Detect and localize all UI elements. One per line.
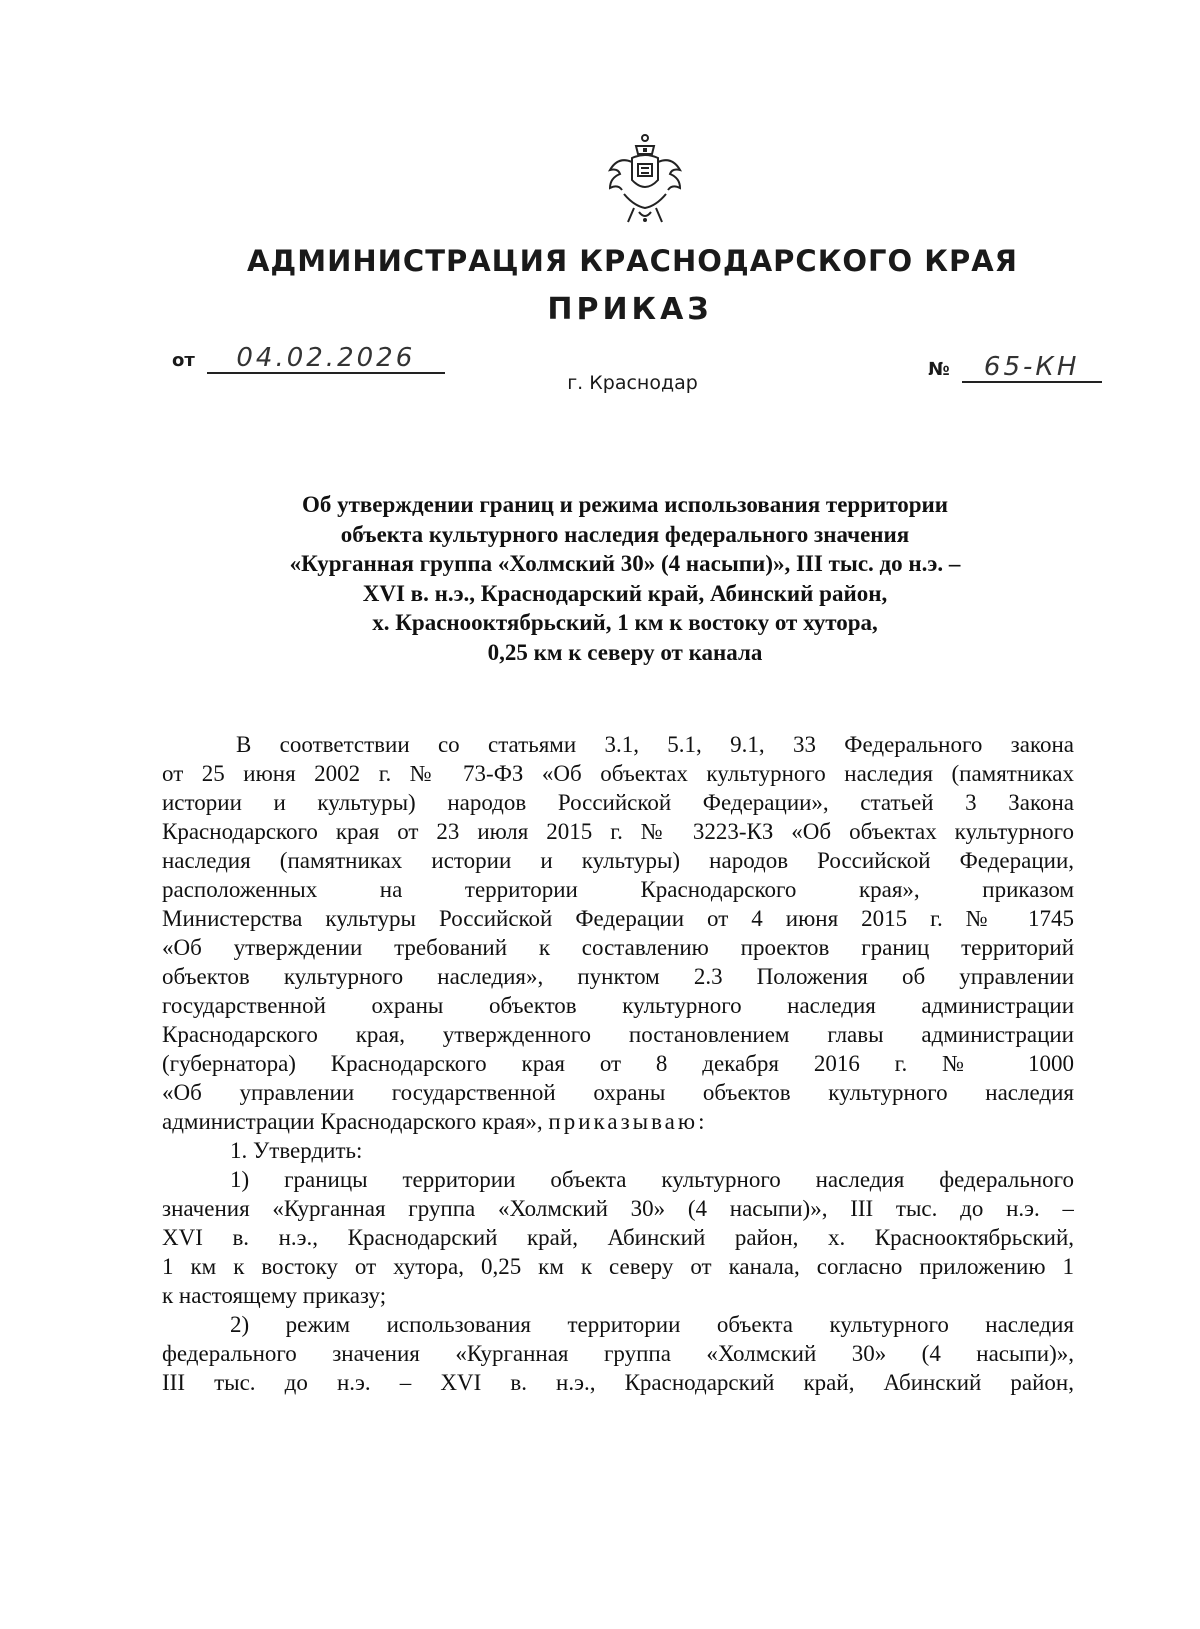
title-line: XVI в. н.э., Краснодарский край, Абинский район,	[362, 580, 888, 606]
body-line-text: администрации Краснодарского края»,	[162, 1109, 543, 1134]
body-line: к настоящему приказу;	[162, 1283, 387, 1308]
body-line: наследия (памятниках истории и культуры) народов Российской Федерации,	[162, 848, 1074, 873]
body-line: 1. Утвердить:	[230, 1138, 363, 1163]
body-line: «Об утверждении требований к составлению проектов границ территорий	[162, 935, 1074, 960]
body-line: 2) режим использования территории объекта культурного наследия	[230, 1312, 1074, 1337]
body-line: «Об управлении государственной охраны объектов культурного наследия	[162, 1080, 1074, 1105]
body-line: администрации Краснодарского края», приказываю:	[162, 1109, 705, 1134]
number-label: №	[928, 359, 950, 380]
number-value: 65-КН	[962, 353, 1102, 383]
title-line: х. Краснооктябрьский, 1 км к востоку от хутора,	[372, 610, 878, 635]
body-line: В соответствии со статьями 3.1, 5.1, 9.1, 33 Федерального закона	[236, 732, 1074, 757]
body-line: федерального значения «Курганная группа «Холмский 30» (4 насыпи)»,	[162, 1341, 1074, 1366]
body-line: Министерства культуры Российской Федерации от 4 июня 2015 г. № 1745	[162, 906, 1074, 931]
body-line: расположенных на территории Краснодарского края», приказом	[162, 877, 1074, 902]
order-word: приказываю	[548, 1109, 699, 1134]
coat-of-arms-icon	[604, 132, 686, 228]
body-line: значения «Курганная группа «Холмский 30» (4 насыпи)», III тыс. до н.э. –	[162, 1196, 1074, 1221]
body-line: XVI в. н.э., Краснодарский край, Абинский район, х. Краснооктябрьский,	[162, 1225, 1074, 1250]
body-line: Краснодарского края от 23 июля 2015 г. № 3223-КЗ «Об объектах культурного	[162, 819, 1074, 844]
date-field	[172, 344, 445, 374]
body-line: объектов культурного наследия», пунктом 2.3 Положения об управлении	[162, 964, 1074, 989]
date-label: от	[172, 350, 195, 371]
document-title	[160, 490, 1090, 667]
body-line: 1 км к востоку от хутора, 0,25 км к северу от канала, согласно приложению 1	[162, 1254, 1074, 1279]
document-type: ПРИКАЗ	[547, 292, 713, 327]
body-line: Краснодарского края, утвержденного постановлением главы администрации	[162, 1022, 1074, 1047]
body-line: III тыс. до н.э. – XVI в. н.э., Краснодарский край, Абинский район,	[162, 1370, 1074, 1395]
body-line: от 25 июня 2002 г. № 73-ФЗ «Об объектах культурного наследия (памятниках	[162, 761, 1074, 786]
title-line: Об утверждении границ и режима использования территории	[301, 492, 949, 517]
body-line: 1) границы территории объекта культурного наследия федерального	[230, 1167, 1074, 1192]
body-line: истории и культуры) народов Российской Федерации», статьей 3 Закона	[162, 790, 1074, 815]
date-value: 04.02.2026	[207, 344, 445, 374]
organization-name: АДМИНИСТРАЦИЯ КРАСНОДАРСКОГО КРАЯ	[246, 244, 1019, 278]
body-line: государственной охраны объектов культурного наследия администрации	[162, 993, 1074, 1018]
city: г. Краснодар	[567, 372, 698, 394]
title-line: объекта культурного наследия федерального значения	[340, 521, 910, 547]
title-line: «Курганная группа «Холмский 30» (4 насыпи)», III тыс. до н.э. –	[289, 551, 961, 576]
document-body	[162, 730, 1074, 1397]
title-line: 0,25 км к северу от канала	[487, 639, 763, 665]
body-line: (губернатора) Краснодарского края от 8 декабря 2016 г. № 1000	[162, 1051, 1074, 1076]
